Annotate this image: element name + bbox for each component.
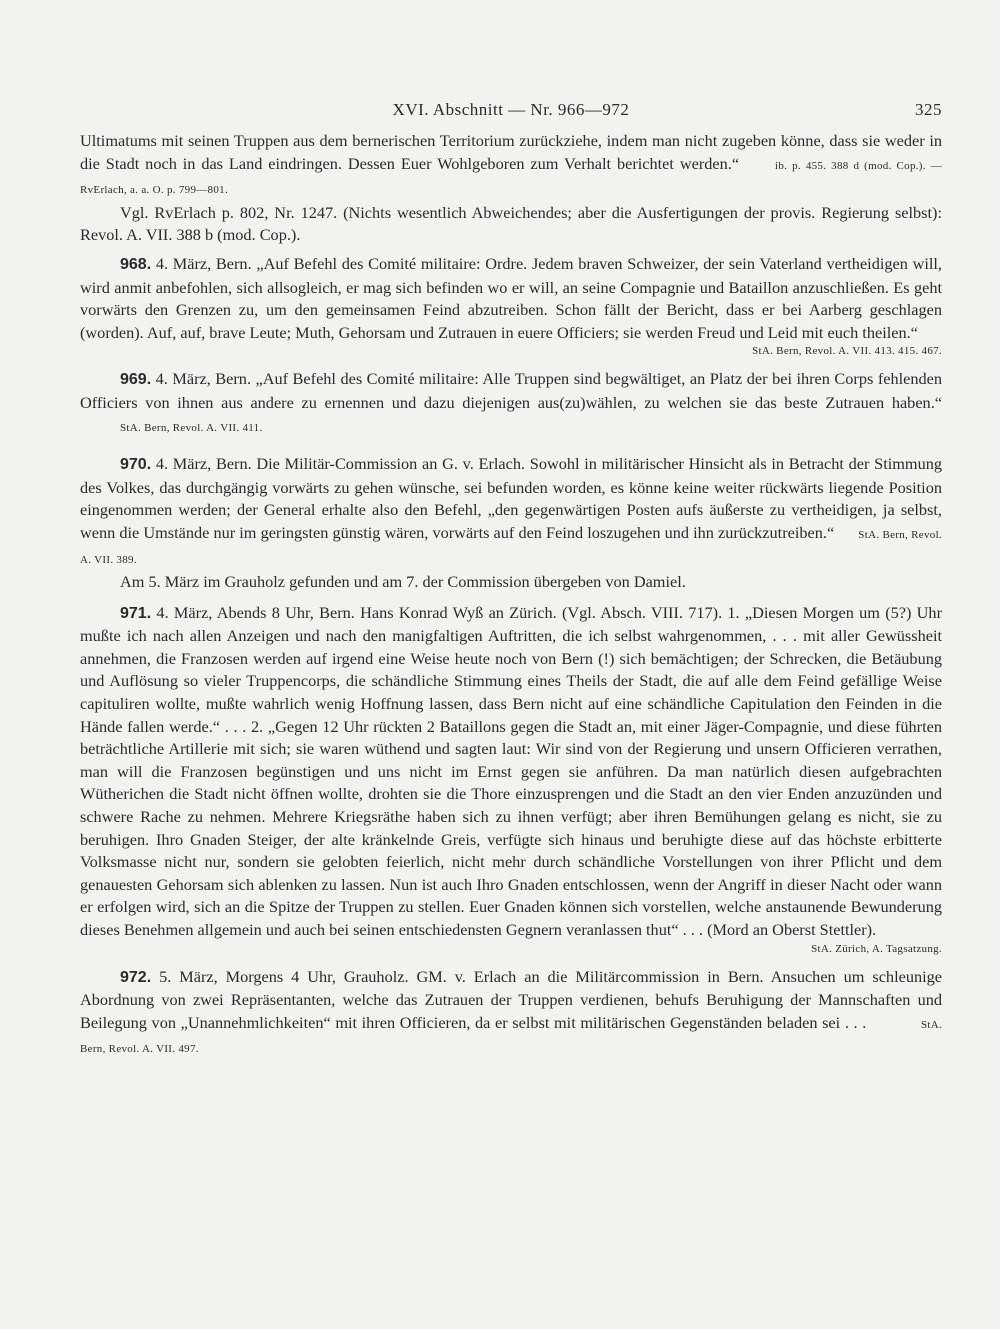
entry-number: 968.	[120, 255, 152, 273]
entry-text: 4. März, Bern. „Auf Befehl des Comité militaire: Ordre. Jedem braven Schweizer, der sein Vaterland vertheidigen will, wird anmit anbefohlen, sich allsogleich, er mag sich befinden wo er will, an seine Compagnie und Bataillon anzuschließen. Es geht vorwärts den Grenzen zu, um den gemeinsamen Feind abzutreiben. Schon fällt der Bericht, dass er bei Aarberg geschlagen (worden). Auf, auf, brave Leute; Muth, Gehorsam und Zutrauen in euere Officiers; sie werden Freud und Leid mit euch theilen.“	[80, 253, 942, 342]
running-title: XVI. Abschnitt — Nr. 966—972	[392, 100, 630, 119]
document-page	[80, 100, 942, 1061]
entry-969	[80, 368, 942, 439]
entry-source: StA. Bern, Revol. A. VII. 411.	[120, 421, 263, 434]
entry-971	[80, 602, 942, 942]
entry-number: 972.	[120, 968, 152, 986]
intro-source: ib. p. 455. 388 d (mod. Cop.). — RvErlach, a. a. O. p. 799—801.	[80, 159, 943, 197]
entry-number: 971.	[120, 604, 152, 622]
entry-number: 969.	[120, 371, 152, 389]
intro-note: Vgl. RvErlach p. 802, Nr. 1247. (Nichts wesentlich Abweichendes; aber die Ausfertigungen der provis. Regierung selbst): Revol. A. VII. 388 b (mod. Cop.).	[80, 202, 942, 245]
entry-text: 4. März, Bern. „Auf Befehl des Comité militaire: Alle Truppen sind begwältiget, an Platz der bei ihren Corps fehlenden Officiers von ihnen aus andere zu ernennen und dazu diejenigen aus(zu)wählen, zu welchen sie das beste Zutrauen haben.“	[80, 369, 943, 412]
intro-text: Ultimatums mit seinen Truppen aus dem bernerischen Territorium zurückziehe, indem man nicht zugeben könne, dass sie weder in die Stadt noch in das Land eindringen. Dessen Euer Wohlgeboren zum Verhalt berichtet werden.“	[80, 131, 942, 173]
entry-source: StA. Bern, Revol. A. VII. 389.	[80, 528, 942, 566]
entry-972	[80, 966, 942, 1061]
running-header	[80, 100, 942, 130]
page-number: 325	[915, 100, 942, 119]
entry-text: 4. März, Abends 8 Uhr, Bern. Hans Konrad Wyß an Zürich. (Vgl. Absch. VIII. 717). 1. „Diesen Morgen um (5?) Uhr mußte ich nach allen Anzeigen und nach den manigfaltigen Auftritten, die ich selbst wahrgenommen, . . . mit aller Gewüssheit annehmen, die Franzosen werden auf irgend eine Weise heute noch von Bern (!) sich bemächtigen; der Schrecken, die Betäubung und Auflösung so vieler Truppencorps, die schändliche Stimmung eines Theils der Stadt, die auf alle dem Feind gefällige Weise capituliren wollte, mußte wahrlich wenig Hoffnung lassen, dass Bern nicht auf eine schändliche Capitulation den Feinden in die Hände fallen werde.“ . . . 2. „Gegen 12 Uhr rückten 2 Bataillons gegen die Stadt an, mit einer Jäger-Compagnie, und diese führten beträchtliche Artillerie mit sich; sie waren wüthend und sagten laut: Wir sind von der Regierung und unsern Officieren verrathen, man will die Franzosen begünstigen und uns nicht im Ernst gegen sie anführen. Da man natürlich diesen aufgebrachten Wütherichen die Stadt nicht öffnen wollte, drohten sie die Thore einzusprengen und die Stadt an den vier Enden anzuzünden und schwere Rache zu nehmen. Mehrere Kriegsräthe haben sich zu ihnen verfügt; aber ihren Bemühungen gelang es nicht, sie zu beruhigen. Ihro Gnaden Steiger, der alte kränkelnde Greis, verfügte sich hinaus und beruhigte diese auf das höchste erbitterte Volksmasse nicht nur, sondern sie gelobten feierlich, nicht mehr durch schändliche Vorstellungen von ihrer Pflicht und dem genauesten Gehorsam sich ablenken zu lassen. Nun ist auch Ihro Gnaden entschlossen, wenn der Angriff in dieser Nacht oder wann er erfolgen wird, sich an die Spitze der Truppen zu stellen. Euer Gnaden können sich vorstellen, welche anstaunende Bewunderung dieses Benehmen allgemein und auch bei seinen entschiedensten Gegnern veranlassen thut“ . . . (Mord an Oberst Stettler).	[80, 602, 942, 939]
entry-source: StA. Bern, Revol. A. VII. 413. 415. 467.	[752, 345, 942, 358]
entry-source: StA. Bern, Revol. A. VII. 497.	[80, 1018, 943, 1056]
entry-number: 970.	[120, 456, 152, 474]
entry-970	[80, 453, 942, 571]
entry-968	[80, 253, 942, 344]
intro-paragraph	[80, 130, 942, 202]
document-body	[80, 130, 942, 1061]
entry-text: 4. März, Bern. Die Militär-Commission an G. v. Erlach. Sowohl in militärischer Hinsicht als in Betracht der Stimmung des Volkes, das durchgängig vorwärts zu gehen wünsche, sei befunden worden, es könne keine weiter rückwärts liegende Position eingenommen werden; der General erhalte also den Befehl, „den gegenwärtigen Posten aufs äußerste zu vertheidigen, ja selbst, wenn die Umstände nur im geringsten günstig wären, vorwärts auf den Feind loszugehen und ihn zurückzutreiben.“	[80, 454, 942, 542]
entry-source: StA. Zürich, A. Tagsatzung.	[811, 942, 942, 955]
entry-note: Am 5. März im Grauholz gefunden und am 7. der Commission übergeben von Damiel.	[120, 572, 686, 592]
entry-text: 5. März, Morgens 4 Uhr, Grauholz. GM. v. Erlach an die Militärcommission in Bern. Ansuchen um schleunige Abordnung von zwei Repräsentanten, welche das Zutrauen der Truppen verdienen, behufs Beruhigung der Mannschaften und Beilegung von „Unannehmlichkeiten“ mit ihren Officieren, da er selbst mit militärischen Gegenständen beladen sei . . .	[80, 966, 942, 1032]
